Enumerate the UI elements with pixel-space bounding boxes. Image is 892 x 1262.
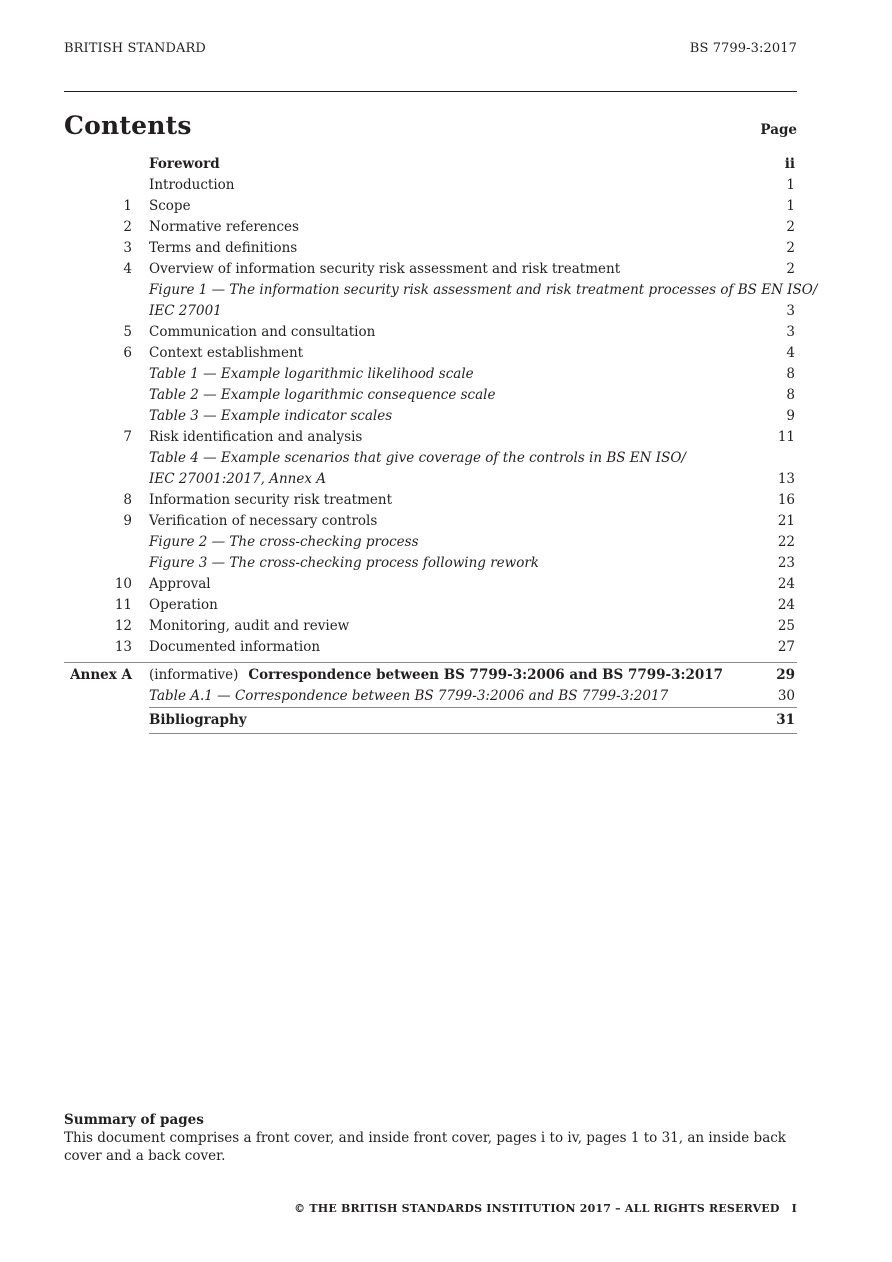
bibliography-bottom-rule (149, 733, 797, 734)
toc-entry[interactable] (64, 154, 797, 175)
header-standard-number: BS 7799-3:2017 (689, 41, 797, 56)
toc-entry[interactable] (64, 469, 797, 490)
table-of-contents (64, 154, 818, 733)
toc-entry-text: Overview of information security risk assessment and risk treatment (149, 261, 621, 277)
toc-entry-number: 11 (114, 597, 132, 613)
annex-title-wrapper (149, 663, 723, 687)
toc-entry-page: 4 (786, 345, 795, 361)
toc-entry-text: Approval (149, 576, 211, 592)
toc-entry[interactable] (64, 532, 797, 553)
summary-of-pages (64, 1111, 797, 1165)
toc-entry-text: Terms and definitions (149, 240, 298, 256)
toc-entry-text: Table 2 — Example logarithmic consequence scale (149, 387, 496, 403)
annex-label: Annex A (70, 667, 132, 683)
page-number: I (791, 1202, 797, 1215)
annex-table-text: Table A.1 — Correspondence between BS 7799-3:2006 and BS 7799-3:2017 (149, 688, 669, 704)
toc-bibliography-entry[interactable] (64, 707, 797, 733)
toc-entry[interactable] (64, 343, 797, 364)
toc-entry-page: 22 (777, 534, 795, 550)
bibliography-page: 31 (776, 712, 795, 728)
toc-entry-page: 9 (786, 408, 795, 424)
toc-entry-number: 10 (114, 576, 132, 592)
toc-entry-number: 7 (123, 429, 132, 445)
toc-entry-page: 1 (786, 177, 795, 193)
toc-entry-number: 4 (123, 261, 132, 277)
toc-entry-text: Introduction (149, 177, 235, 193)
toc-entry-page: 8 (786, 366, 795, 382)
toc-entry-number: 13 (114, 639, 132, 655)
toc-entry[interactable] (64, 385, 797, 406)
toc-entry-text: Risk identification and analysis (149, 429, 363, 445)
toc-entry-text: Scope (149, 198, 191, 214)
summary-title: Summary of pages (64, 1112, 204, 1128)
toc-entry-page: 16 (777, 492, 795, 508)
toc-entry-text: Figure 1 — The information security risk assessment and risk treatment processes of BS EN ISO/ (149, 282, 818, 298)
toc-entry-page: 25 (777, 618, 795, 634)
toc-entry-page: 2 (786, 240, 795, 256)
toc-entry-text: Verification of necessary controls (149, 513, 378, 529)
toc-entry-text: Operation (149, 597, 218, 613)
toc-entry[interactable] (64, 217, 797, 238)
toc-entry-text: Information security risk treatment (149, 492, 393, 508)
toc-entry-page: 8 (786, 387, 795, 403)
toc-entry[interactable] (64, 511, 797, 532)
toc-entry-number: 3 (123, 240, 132, 256)
toc-entry-text: Context establishment (149, 345, 304, 361)
toc-entry-page: 1 (786, 198, 795, 214)
toc-entry-text: Foreword (149, 156, 220, 172)
toc-entry-page: 11 (777, 429, 795, 445)
toc-entry[interactable] (64, 406, 797, 427)
toc-entry-text: Monitoring, audit and review (149, 618, 350, 634)
toc-entry-page: 27 (777, 639, 795, 655)
toc-entry-number: 12 (114, 618, 132, 634)
annex-table-page: 30 (777, 688, 795, 704)
toc-entry-number: 9 (123, 513, 132, 529)
toc-entry[interactable] (64, 637, 797, 658)
toc-entry[interactable] (64, 322, 797, 343)
toc-entry-text: Table 3 — Example indicator scales (149, 408, 393, 424)
toc-entry-page: 24 (777, 576, 795, 592)
toc-entry-text: Documented information (149, 639, 321, 655)
toc-entry[interactable] (64, 238, 797, 259)
toc-entry-page: ii (784, 156, 795, 172)
toc-entry-number: 1 (123, 198, 132, 214)
bibliography-text: Bibliography (149, 712, 247, 728)
toc-entry[interactable] (64, 280, 818, 301)
summary-text: This document comprises a front cover, and inside front cover, pages i to iv, pages 1 to 31, an inside back cover and a back cover. (64, 1130, 786, 1164)
toc-entry-text: Communication and consultation (149, 324, 376, 340)
toc-entry-page: 21 (777, 513, 795, 529)
toc-entry-page: 2 (786, 261, 795, 277)
page-header (64, 41, 797, 61)
toc-entry-number: 8 (123, 492, 132, 508)
toc-entry-text: Table 4 — Example scenarios that give coverage of the controls in BS EN ISO/ (149, 450, 686, 466)
annex-prefix: (informative) (149, 667, 239, 683)
copyright-notice: © THE BRITISH STANDARDS INSTITUTION 2017 – ALL RIGHTS RESERVED (294, 1202, 780, 1215)
toc-entry-page: 3 (786, 324, 795, 340)
toc-entry[interactable] (64, 427, 797, 448)
toc-entry[interactable] (64, 574, 797, 595)
toc-entry-text: IEC 27001 (149, 303, 222, 319)
header-standard-type: BRITISH STANDARD (64, 41, 206, 56)
toc-entry-text: Figure 2 — The cross-checking process (149, 534, 419, 550)
toc-entry[interactable] (64, 616, 797, 637)
page-column-label: Page (760, 122, 797, 138)
toc-entry-text: IEC 27001:2017, Annex A (149, 471, 327, 487)
toc-entries (64, 154, 818, 658)
toc-entry-text: Figure 3 — The cross-checking process following rework (149, 555, 539, 571)
toc-entry[interactable] (64, 595, 797, 616)
annex-title: Correspondence between BS 7799-3:2006 and BS 7799-3:2017 (248, 667, 724, 683)
toc-entry-page: 13 (777, 471, 795, 487)
toc-entry-page: 3 (786, 303, 795, 319)
toc-entry[interactable] (64, 175, 797, 196)
page-footer (294, 1202, 797, 1215)
toc-entry-number: 5 (123, 324, 132, 340)
toc-entry-page: 24 (777, 597, 795, 613)
toc-entry-text: Table 1 — Example logarithmic likelihood scale (149, 366, 474, 382)
toc-entry[interactable] (64, 196, 797, 217)
header-divider (64, 91, 797, 92)
annex-page: 29 (776, 667, 795, 683)
toc-entry[interactable] (64, 553, 797, 574)
toc-entry[interactable] (64, 259, 797, 280)
toc-entry[interactable] (64, 490, 797, 511)
toc-entry[interactable] (64, 301, 797, 322)
toc-annex-table-entry[interactable] (64, 686, 797, 707)
toc-entry[interactable] (64, 364, 797, 385)
toc-entry-page: 2 (786, 219, 795, 235)
toc-entry-number: 2 (123, 219, 132, 235)
toc-entry-number: 6 (123, 345, 132, 361)
page-title: Contents (64, 111, 192, 140)
toc-entry[interactable] (64, 448, 797, 469)
toc-entry-text: Normative references (149, 219, 299, 235)
toc-entry-page: 23 (777, 555, 795, 571)
